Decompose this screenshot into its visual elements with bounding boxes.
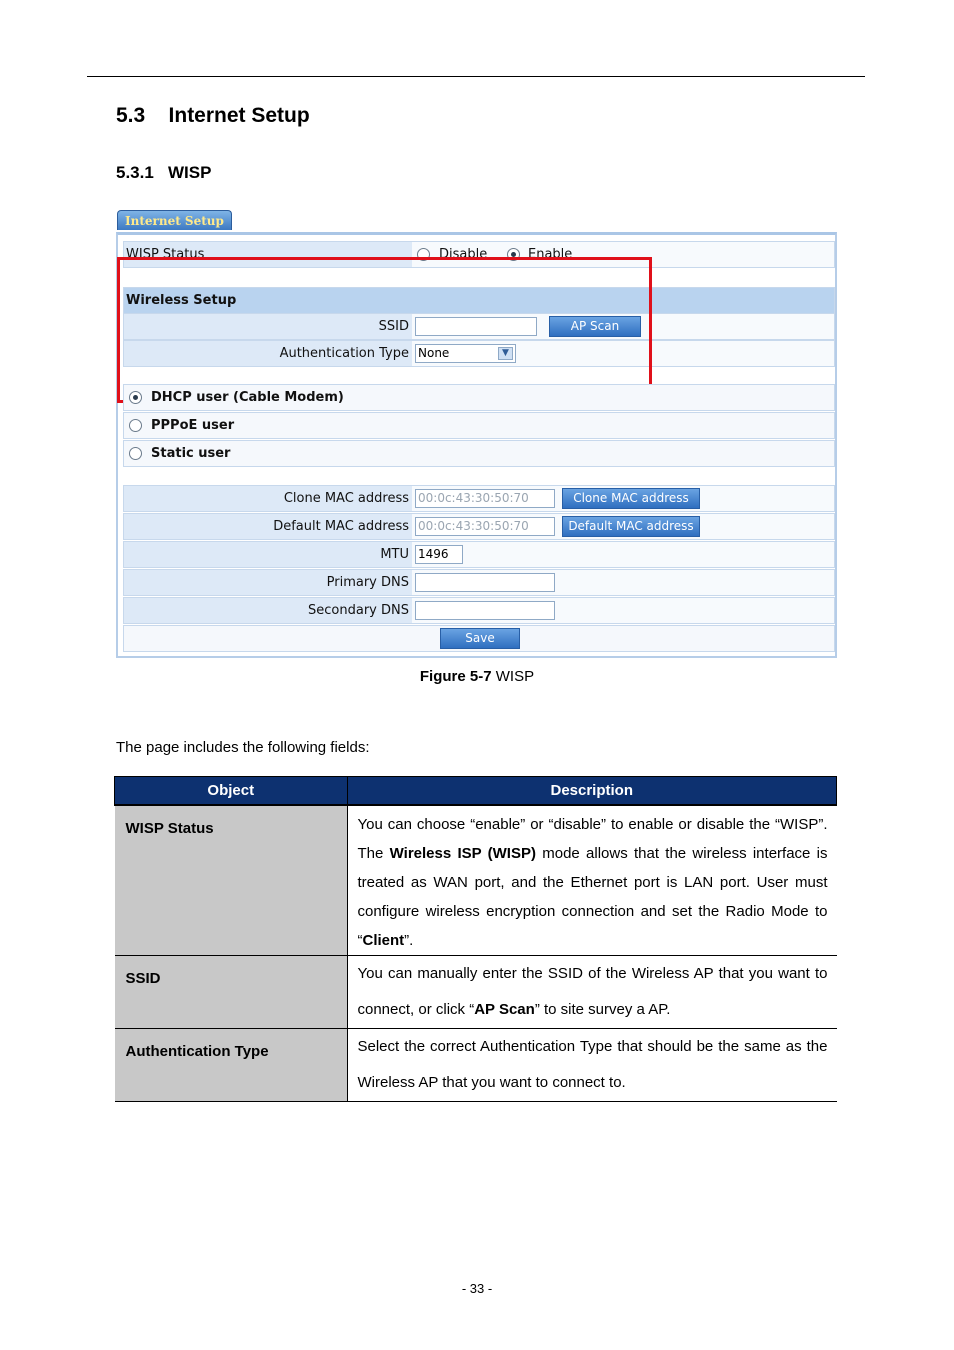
default-mac-label: Default MAC address xyxy=(273,519,409,534)
wisp-screenshot xyxy=(116,208,838,660)
secondary-dns-input[interactable] xyxy=(415,601,555,620)
mode-pppoe-row[interactable]: PPPoE user xyxy=(123,412,835,439)
mtu-row xyxy=(123,541,835,568)
primary-dns-input[interactable] xyxy=(415,573,555,592)
mtu-label: MTU xyxy=(380,547,409,562)
settings-panel xyxy=(116,232,837,658)
auth-type-select[interactable]: None ▼ xyxy=(415,344,516,363)
subsection-heading: 5.3.1 WISP xyxy=(116,163,212,182)
default-mac-input[interactable]: 00:0c:43:30:50:70 xyxy=(415,517,555,536)
tab-internet-setup[interactable]: Internet Setup xyxy=(117,210,232,230)
static-radio-icon[interactable] xyxy=(129,447,142,460)
default-mac-row xyxy=(123,513,835,540)
mode-static-row[interactable]: Static user xyxy=(123,440,835,467)
clone-mac-label: Clone MAC address xyxy=(283,491,409,506)
mode-dhcp-row[interactable]: DHCP user (Cable Modem) xyxy=(123,384,835,411)
figure-caption: Figure 5-7 WISP xyxy=(419,668,535,685)
secondary-dns-row xyxy=(123,597,835,624)
clone-mac-button[interactable]: Clone MAC address xyxy=(562,488,700,509)
table-row: SSID You can manually enter the SSID of the Wireless AP that you want to connect, or click “AP Scan” to site survey a AP. xyxy=(115,956,837,1029)
intro-text: The page includes the following fields: xyxy=(116,739,370,756)
ap-scan-button[interactable]: AP Scan xyxy=(549,316,641,337)
table-row: WISP Status You can choose “enable” or “disable” to enable or disable the “WISP”. The Wireless ISP (WISP) mode allows that the wireless interface is treated as WAN port, and the Ethernet port is LAN port. User must configure wireless encryption connection and set the Radio Mode to “Client”. xyxy=(115,805,837,956)
fields-table xyxy=(114,776,837,1102)
pppoe-radio-icon[interactable] xyxy=(129,419,142,432)
col-object: Object xyxy=(115,777,348,806)
enable-label: Enable xyxy=(528,247,573,262)
clone-mac-input[interactable]: 00:0c:43:30:50:70 xyxy=(415,489,555,508)
save-button[interactable]: Save xyxy=(440,628,520,649)
primary-dns-label: Primary DNS xyxy=(326,575,409,590)
page-number: - 33 - xyxy=(461,1281,493,1296)
clone-mac-row xyxy=(123,485,835,512)
table-row: Authentication Type Select the correct Authentication Type that should be the same as the Wireless AP that you want to connect to. xyxy=(115,1029,837,1102)
ssid-label: SSID xyxy=(378,319,409,334)
auth-type-label: Authentication Type xyxy=(279,346,409,361)
mtu-input[interactable]: 1496 xyxy=(415,545,463,564)
disable-label: Disable xyxy=(439,247,488,262)
chevron-down-icon: ▼ xyxy=(498,347,513,360)
dhcp-radio-icon[interactable] xyxy=(129,391,142,404)
col-description: Description xyxy=(347,777,837,806)
secondary-dns-label: Secondary DNS xyxy=(308,603,409,618)
wisp-status-label: WISP Status xyxy=(126,247,205,262)
save-row xyxy=(123,625,835,652)
default-mac-button[interactable]: Default MAC address xyxy=(562,516,700,537)
wireless-setup-header: Wireless Setup xyxy=(123,287,835,314)
highlight-box xyxy=(117,257,652,403)
primary-dns-row xyxy=(123,569,835,596)
section-heading: 5.3 Internet Setup xyxy=(116,104,310,127)
header-rule xyxy=(87,76,865,77)
